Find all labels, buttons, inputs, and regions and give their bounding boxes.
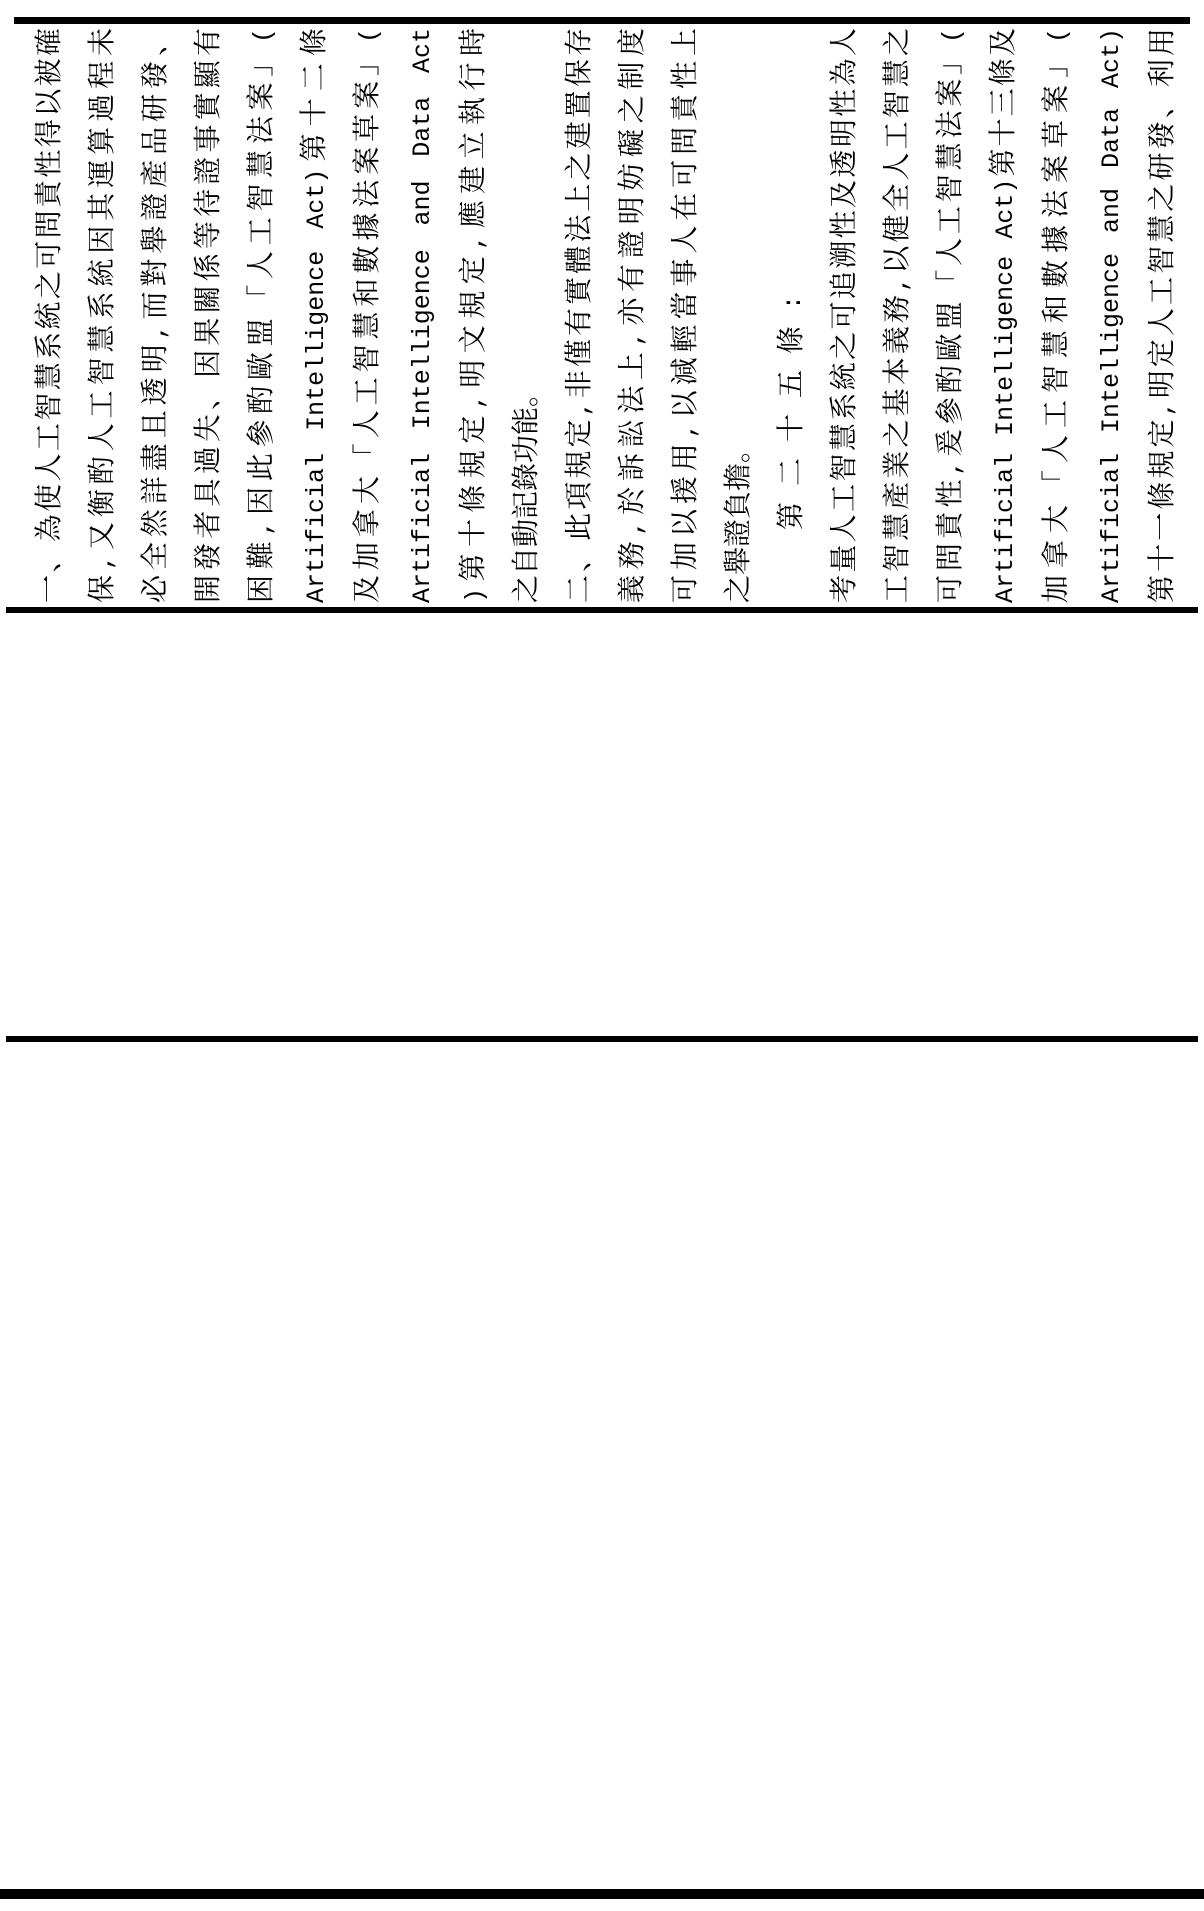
- text-line-07: 及加拿大「人工智慧和數據法案草案」(: [352, 28, 384, 603]
- text-line-02: 保,又衡酌人工智慧系統因其運算過程未: [87, 28, 119, 603]
- text-line-20: 加拿大「人工智慧和數據法案草案」(: [1041, 28, 1073, 603]
- text-line-03: 必全然詳盡且透明,而對舉證產品研發、: [140, 28, 172, 603]
- table-column-divider-2: [6, 1036, 1198, 1042]
- text-line-10: 之自動記錄功能。: [511, 378, 542, 603]
- text-line-13: 可加以援用,以減輕當事人在可問責性上: [670, 28, 702, 603]
- text-line-09: )第十條規定,明文規定,應建立執行時: [458, 28, 490, 603]
- text-line-15-article-heading: 第二十五條:: [776, 295, 808, 530]
- table-border-top: [14, 17, 1190, 24]
- text-line-04: 開發者具過失、因果關係等待證事實顯有: [193, 28, 224, 603]
- text-line-17: 工智慧產業之基本義務,以健全人工智慧之: [882, 28, 914, 603]
- text-line-12: 義務,於訴訟法上,亦有證明妨礙之制度: [617, 28, 649, 603]
- text-line-01: 一、為使人工智慧系統之可問責性得以被確: [34, 28, 65, 603]
- text-line-21: Artificial Intelligence and Data Act): [1097, 28, 1126, 603]
- text-line-08: Artificial Intelligence and Data Act: [408, 28, 437, 603]
- table-column-divider-1: [6, 607, 1198, 613]
- text-line-22: 第十一條規定,明定人工智慧之研發、利用: [1147, 28, 1179, 603]
- text-line-11: 二、此項規定,非僅有實體法上之建置保存: [564, 28, 596, 603]
- text-line-14: 之舉證負擔。: [723, 434, 754, 603]
- table-border-bottom: [0, 1889, 1204, 1899]
- text-line-19: Artificial Intelligence Act)第十三條及: [988, 28, 1020, 603]
- text-line-06: Artificial Intelligence Act)第十二條: [299, 28, 331, 603]
- text-line-18: 可問責性,爰參酌歐盟「人工智慧法案」(: [935, 28, 967, 603]
- text-line-05: 困難,因此參酌歐盟「人工智慧法案」(: [246, 28, 278, 603]
- text-line-16: 考量人工智慧系統之可追溯性及透明性為人: [829, 28, 860, 603]
